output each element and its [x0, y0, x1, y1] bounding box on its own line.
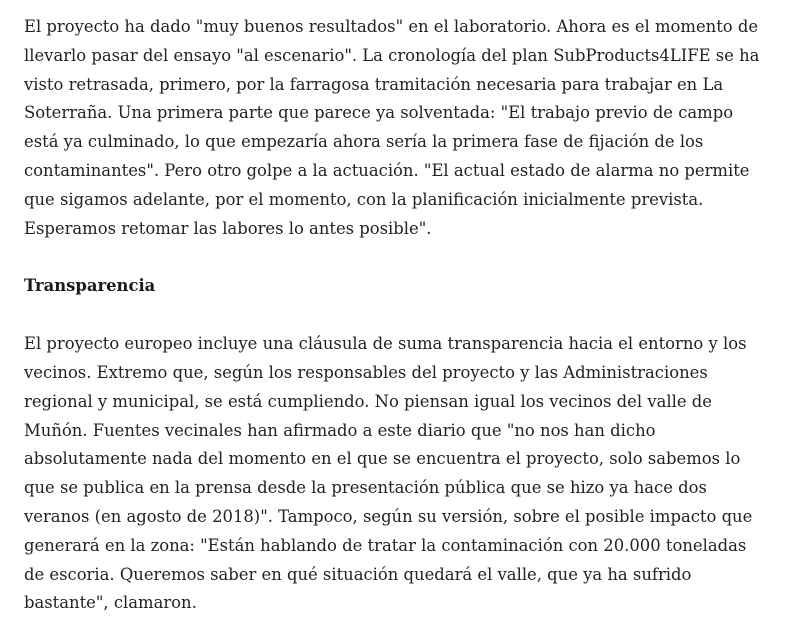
- article-paragraph: El proyecto ha dado "muy buenos resultados" en el laboratorio. Ahora es el momento de llevarlo pasar del ensayo "al escenario". La cronología del plan SubProducts4LIFE se ha visto retrasada, primero, por la farragosa tramitación necesaria para trabajar en La Soterraña. Una primera parte que parece ya solventada: "El trabajo previo de campo está ya culminado, lo que empezaría ahora sería la primera fase de fijación de los contaminantes". Pero otro golpe a la actuación. "El actual estado de alarma no permite que sigamos adelante, por el momento, con la planificación inicialmente prevista. Esperamos retomar las labores lo antes posible".: [24, 17, 760, 238]
- article-body: [24, 13, 760, 618]
- article-paragraph: El proyecto europeo incluye una cláusula de suma transparencia hacia el entorno y los vecinos. Extremo que, según los responsables del proyecto y las Administraciones regional y municipal, se está cumpliendo. No piensan igual los vecinos del valle de Muñón. Fuentes vecinales han afirmado a este diario que "no nos han dicho absolutamente nada del momento en el que se encuentra el proyecto, solo sabemos lo que se publica en la prensa desde la presentación pública que se hizo ya hace dos veranos (en agosto de 2018)". Tampoco, según su versión, sobre el posible impacto que generará en la zona: "Están hablando de tratar la contaminación con 20.000 toneladas de escoria. Queremos saber en qué situación quedará el valle, que ya ha sufrido bastante", clamaron.: [24, 334, 753, 613]
- section-subheading: Transparencia: [24, 276, 156, 296]
